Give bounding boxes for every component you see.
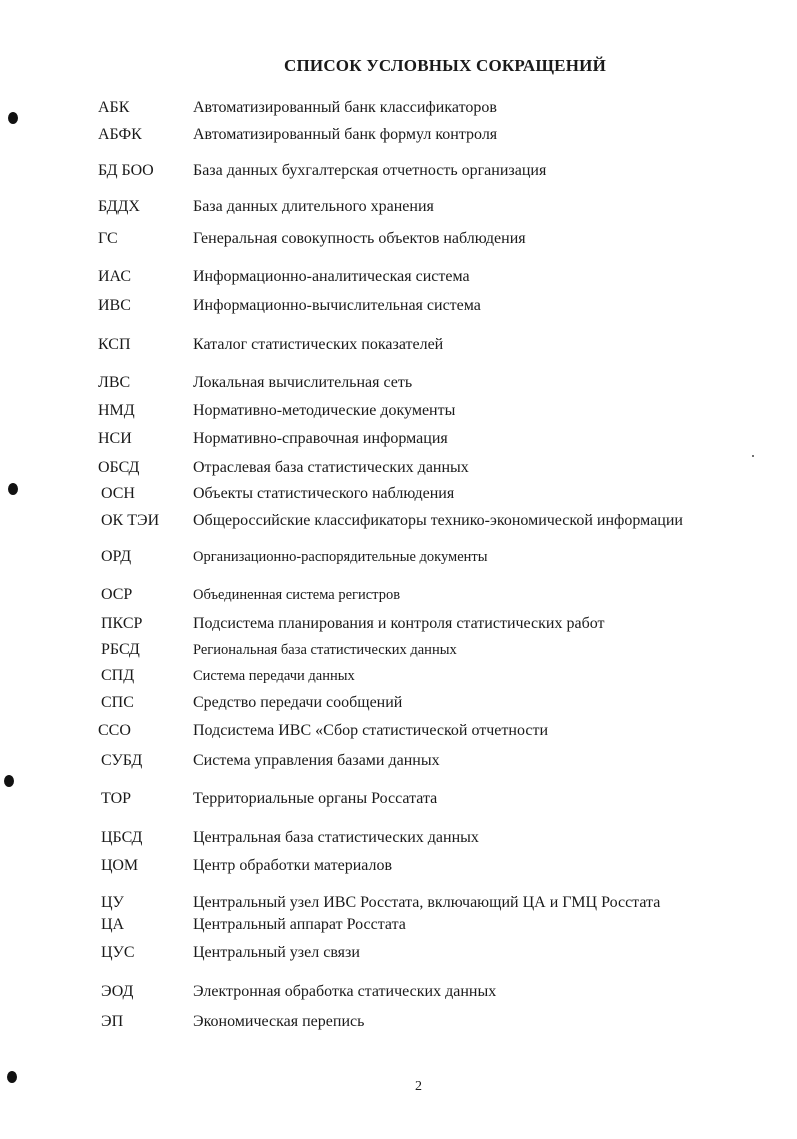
definition: Электронная обработка статических данных [193,983,497,1000]
definition: Центральная база статистических данных [193,829,479,846]
abbreviation: ОРД [101,548,132,565]
abbreviation: НМД [98,402,135,419]
list-item [0,855,797,877]
list-item [0,981,797,1003]
list-item [0,295,797,317]
list-item [0,266,797,288]
abbreviation: ОК ТЭИ [101,512,160,529]
definition: Автоматизированный банк формул контроля [193,126,498,143]
definition: Объекты статистического наблюдения [193,485,455,502]
abbreviation: ИВС [98,297,131,314]
list-item [0,124,797,146]
definition: Система передачи данных [193,668,355,684]
definition: Экономическая перепись [193,1013,365,1030]
definition: Объединенная система регистров [193,587,401,603]
definition: База данных бухгалтерская отчетность организация [193,162,547,179]
abbreviation: ЦОМ [101,857,139,874]
abbreviation: СПД [101,667,135,684]
list-item [0,942,797,964]
abbreviation: ССО [98,722,131,739]
list-item [0,665,797,687]
page-number: 2 [415,1079,422,1094]
abbreviation: СУБД [101,752,143,769]
definition: Генеральная совокупность объектов наблюдения [193,230,526,247]
abbreviation: ЦУ [101,894,124,911]
list-item [0,584,797,606]
list-item [0,160,797,182]
abbreviation: ЦА [101,916,125,933]
list-item [0,546,797,568]
abbreviation: СПС [101,694,134,711]
list-item [0,788,797,810]
definition: Подсистема ИВС «Сбор статистической отчетности [193,722,549,739]
abbreviation: ЭОД [101,983,134,1000]
definition: Территориальные органы Россатата [193,790,438,807]
definition: Система управления базами данных [193,752,440,769]
abbreviation: ЦБСД [101,829,143,846]
list-item [0,400,797,422]
list-item [0,692,797,714]
definition: Общероссийские классификаторы технико-экономической информации [193,512,683,529]
abbreviation: ТОР [101,790,132,807]
abbreviation: ОСН [101,485,135,502]
list-item [0,827,797,849]
list-item [0,1011,797,1033]
definition: Нормативно-методические документы [193,402,456,419]
list-item [0,483,797,505]
list-item [0,228,797,250]
definition: Организационно-распорядительные документы [193,549,488,565]
definition: Каталог статистических показателей [193,336,444,353]
definition: Отраслевая база статистических данных [193,459,469,476]
list-item [0,334,797,356]
definition: Локальная вычислительная сеть [193,374,413,391]
list-item [0,372,797,394]
scan-speck [752,455,754,457]
abbreviation: БД БОО [98,162,154,179]
definition: Центральный аппарат Росстата [193,916,406,933]
definition: База данных длительного хранения [193,198,434,215]
definition: Центральный узел связи [193,944,360,961]
list-item [0,892,797,914]
punch-hole-mark [8,112,18,124]
abbreviation: НСИ [98,430,132,447]
definition: Подсистема планирования и контроля статистических работ [193,615,605,632]
abbreviation: ПКСР [101,615,143,632]
list-item [0,914,797,936]
definition: Автоматизированный банк классификаторов [193,99,497,116]
abbreviation: ОСР [101,586,133,603]
punch-hole-mark [7,1071,17,1083]
list-item [0,97,797,119]
abbreviation: АБФК [98,126,142,143]
definition: Информационно-вычислительная система [193,297,481,314]
definition: Информационно-аналитическая система [193,268,470,285]
definition: Центр обработки материалов [193,857,393,874]
abbreviation: АБК [98,99,130,116]
abbreviation: РБСД [101,641,140,658]
list-item [0,750,797,772]
definition: Центральный узел ИВС Росстата, включающий ЦА и ГМЦ Росстата [193,894,661,911]
list-item [0,510,797,532]
list-item [0,720,797,742]
abbreviation: ЭП [101,1013,124,1030]
abbreviation: ОБСД [98,459,140,476]
abbreviation: КСП [98,336,131,353]
punch-hole-mark [8,483,18,495]
list-item [0,196,797,218]
list-item [0,613,797,635]
list-item [0,639,797,661]
abbreviation: ЦУС [101,944,135,961]
list-item [0,428,797,450]
definition: Нормативно-справочная информация [193,430,448,447]
abbreviation: ЛВС [98,374,131,391]
abbreviation: ИАС [98,268,131,285]
page-title: СПИСОК УСЛОВНЫХ СОКРАЩЕНИЙ [284,56,606,75]
list-item [0,457,797,479]
definition: Средство передачи сообщений [193,694,403,711]
abbreviation: БДДХ [98,198,140,215]
abbreviation: ГС [98,230,118,247]
definition: Региональная база статистических данных [193,642,457,658]
punch-hole-mark [4,775,14,787]
